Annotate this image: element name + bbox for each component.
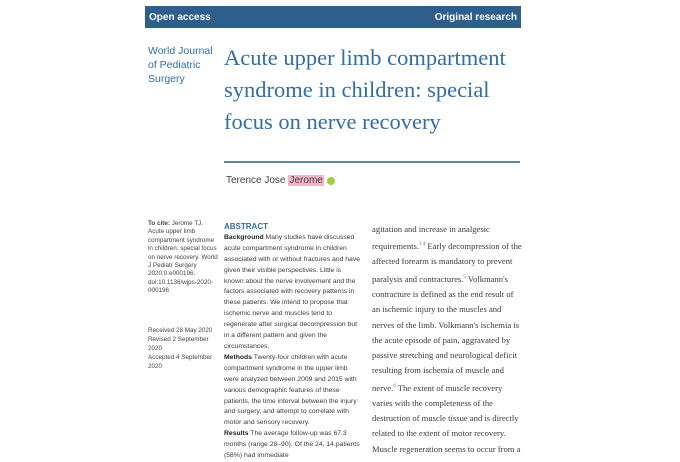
revised-date: Revised 2 September 2020 — [148, 336, 209, 352]
body-text: The extent of muscle recovery varies with the completeness of the destruction of muscle tissue and is directly related to the extent of motor recovery. Muscle regeneration seems to occur from a — [372, 382, 521, 454]
article-dates — [148, 326, 220, 371]
abstract-heading: ABSTRACT — [224, 222, 268, 231]
accepted-date: Accepted 4 September 2020 — [148, 354, 213, 370]
citation-box — [148, 220, 218, 296]
body-column — [372, 222, 522, 457]
methods-label: Methods — [224, 353, 252, 361]
abstract-column — [224, 222, 362, 462]
background-label: Background — [224, 233, 264, 241]
methods-text: Twenty-four children with acute compartment syndrome in the upper limb were analyzed between 2009 and 2015 with various demographic features of these patients, the time interval between the injury and surgery, and attempt to correlate with motor and sensory recovery. — [224, 353, 357, 427]
author-surname[interactable]: Jerome — [289, 175, 323, 186]
results-label: Results — [224, 430, 249, 438]
title-divider — [224, 161, 520, 163]
author-line — [226, 175, 335, 186]
results-text: The average follow-up was 67.3 months (range 28–90). Of the 24, 14 patients (58%) had immediate — [224, 430, 360, 460]
header-bar — [145, 6, 521, 28]
reference-link[interactable]: 6 — [393, 383, 396, 389]
journal-name[interactable]: World Journal of Pediatric Surgery — [148, 45, 213, 85]
orcid-icon[interactable] — [327, 177, 335, 185]
open-access-label: Open access — [149, 11, 211, 23]
cite-label: To cite: — [148, 220, 170, 227]
body-text: Volkmann's contracture is defined as the end result of an ischemic injury to the muscles and nerves of the limb. Volkmann's ischemia is the acute episode of pain, aggravated by passive stretching and neurological deficit resulting from ischemia of muscle and nerve. — [372, 273, 520, 393]
reference-link[interactable]: 5 — [463, 274, 466, 280]
body-text: Early decompression of the affected forearm is mandatory to prevent paralysis and contractures. — [372, 241, 522, 284]
author-given-name: Terence Jose — [226, 175, 286, 186]
background-text: Many studies have discussed acute compartment syndrome in children associated with or without fractures and have given their visible perspectives. Little is known about the nerve involvement and the factors associated with recovery patterns in these patients. We intend to propose that ischemic nerve and muscles tend to regenerate after surgical decompression but in a different pattern and given the circumstances. — [224, 233, 361, 350]
body-text: agitation and increase in analgesic requirements. — [372, 224, 490, 252]
article-title: Acute upper limb compartment syndrome in children: special focus on nerve recovery — [224, 45, 506, 134]
received-date: Received 28 May 2020 — [148, 327, 213, 334]
cite-text: Jerome TJ. Acute upper limb compartment syndrome in children: special focus on nerve recovery. World J Pediatr Surgery 2020;0:e000196. doi:10.1136/wjps-2020-000196 — [148, 220, 218, 295]
reference-link[interactable]: 3 4 — [419, 242, 426, 248]
article-type-label: Original research — [434, 11, 517, 23]
